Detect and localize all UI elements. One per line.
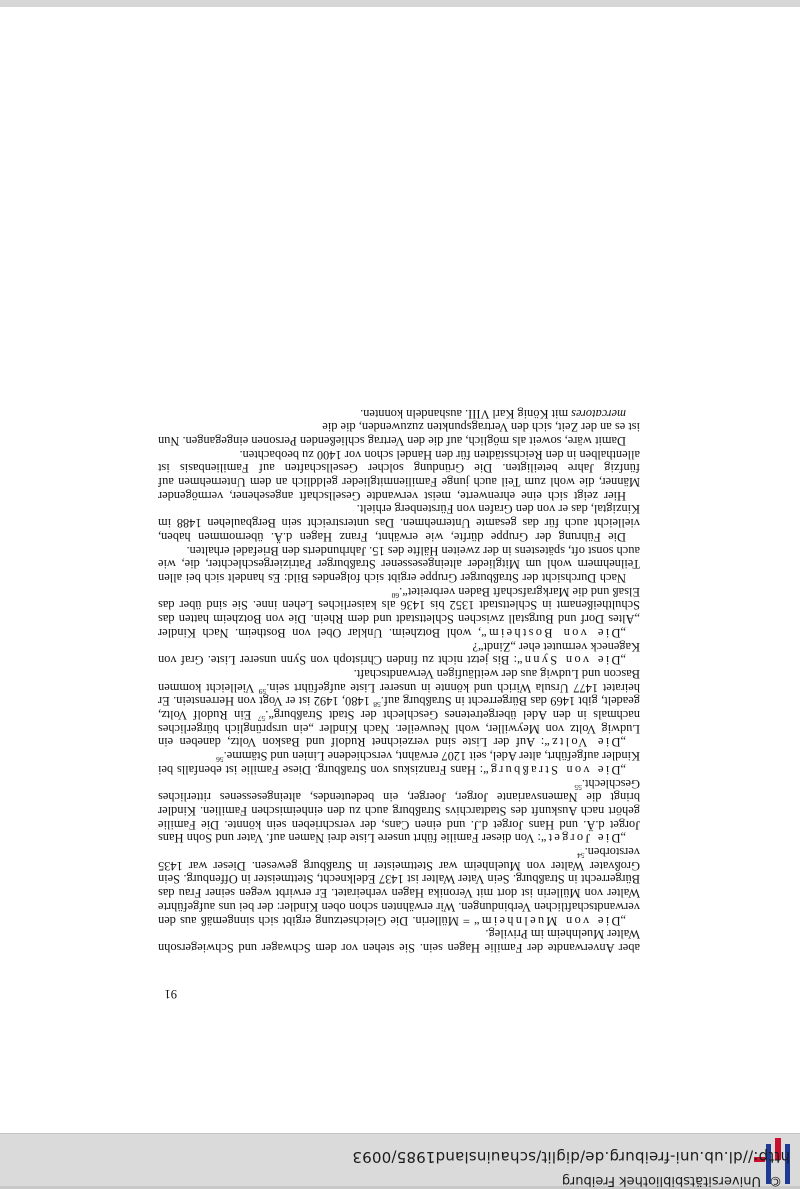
text-run: Vielleicht kommen Bascon und Ludwig aus der weitläufigen Verwandtschaft. — [158, 666, 640, 695]
text-run: Die von Straßburg — [488, 762, 621, 777]
viewer-header — [0, 1133, 800, 1189]
text-run: 1480, 1492 ist er Vogt von Herrenstein. Er heiratet 1477 Ursula Wirich und könnte in unserer Liste aufgeführt sein. — [158, 680, 640, 709]
paragraph — [158, 543, 640, 584]
footnote-ref[interactable]: 55 — [574, 782, 582, 792]
text-run: mit König Karl VIII. aushandeln konnten. — [360, 406, 572, 421]
text-run: „ — [620, 735, 626, 750]
copyright-icon: © — [769, 1173, 782, 1188]
text-run: Damit wäre, soweit als möglich, auf die den Vertrag schließenden Personen eingegangen. Nun ist es an der Zeit, sich den Vertragspunkten zuzuwenden, die die — [158, 420, 640, 448]
footnote-ref[interactable]: 56 — [216, 755, 224, 765]
document-url[interactable]: http://dl.ub.uni-freiburg.de/diglit/schauinsland1985/0093 — [352, 1148, 790, 1166]
text-run: Die Jorget — [546, 831, 621, 846]
text-run: “: Auf der Liste sind verzeichnet Rudolf und Baskon Voltz, daneben ein Ludwig Voltz von Meywiller, wohl Neuweiler. Nach Kindler „ein ursprünglich bürgerliches nachmals in den Adel übergetretenes Geschlecht der Stadt Straßburg“. — [158, 708, 640, 750]
text-run: „ — [620, 913, 626, 928]
copyright-notice — [190, 1173, 790, 1188]
footnote-ref[interactable]: 58 — [373, 700, 381, 710]
paragraph — [158, 502, 640, 543]
paragraph — [158, 927, 640, 954]
text-run: „ — [620, 831, 626, 846]
text-run: Die von Muelnheim — [479, 913, 621, 928]
text-run: “ = Müllerin. Die Gleichsetzung ergibt sich sinngemäß aus den verwandtschaftlichen Verbindungen. Wir erwähnten schon oben Kindler: der bei uns aufgeführte Walter von Müllerin ist dort mit Veronika Hagen verheiratet. Er erwirbt wegen seiner Frau das Bürgerrecht in Straßburg. Sein Vater Walter ist 1437 Edelknecht, Stettmeister in Offenburg. Sein Großvater Walter von Muelnheim war Stettmeister in Straßburg gewesen. Dieser war 1435 verstorben. — [158, 845, 640, 928]
paragraph — [158, 584, 640, 639]
paragraph — [158, 776, 640, 845]
text-run: mercatores — [571, 406, 626, 421]
text-run: Ein Rudolf Voltz, geadelt, gibt 1469 das Bürgerrecht in Straßburg auf. — [158, 694, 640, 723]
body-text — [158, 406, 640, 954]
paragraph — [158, 666, 640, 748]
paragraph — [158, 406, 640, 420]
paragraph — [158, 420, 640, 447]
paragraph — [158, 844, 640, 926]
paragraph — [158, 639, 640, 666]
paragraph — [158, 748, 640, 775]
text-run: “: Von dieser Familie führt unsere Liste drei Namen auf. Vater und Sohn Hans Jorget d.Ä. und Hans Jorget d.J. und einen Cans, der verschrieben sein könnte. Die Familie gehört nach Auskunft des Stadtarchivs Straßburg auch zu den einheimischen Familien. Kindler bringt die Namensvariante Jorger, Joerger, ein bedeutendes, alteingesessenes ritterliches Geschlecht. — [158, 776, 640, 846]
text-run: Hier zeigt sich eine ehrenwerte, meist verwandte Gesellschaft angesehener, vermögender Männer, die wohl zum Teil auch junge Familienmitglieder gelddlich an dem Unternehmen auf fünfzig Jahre beteiligten. Die Gründung solcher Gesellschaften auf Familienbasis ist allenthalben in den Reichsstädten für den Handel schon vor 1400 zu beobachten. — [158, 447, 640, 503]
text-run: Die Führung der Gruppe dürfte, wie erwähnt, Franz Hagen d.Ä. übernommen haben, vielleicht auch für das gesamte Unternehmen. Das unterstreicht sein Bergbaulehen 1488 im Kinzigtal, das er von den Grafen von Fürstenberg erhielt. — [158, 502, 640, 544]
text-run: Die Voltz — [549, 735, 621, 750]
text-run: Nach Durchsicht der Straßburger Gruppe ergibt sich folgendes Bild: Es handelt sich bei allen Teilnehmern wohl um Mitglieder alteingesessener Straßburger Patriziergeschlechter, die, wie auch sonst oft, spätestens in der zweiten Hälfte des 15. Jahrhunderts den Briefadel erhalten. — [158, 543, 640, 586]
footnote-ref[interactable]: 57 — [257, 714, 266, 724]
text-run: Die von Bostheim — [486, 625, 621, 640]
text-run: „ — [620, 762, 626, 777]
footnote-ref[interactable]: 60 — [391, 590, 400, 600]
library-name: Universitätsbibliothek Freiburg — [561, 1173, 761, 1188]
footer-band — [0, 0, 800, 7]
text-run: aber Anverwandte der Familie Hagen sein. Sie stehen vor dem Schwager und Schwiegersohn Walter Muelnheim im Privileg. — [158, 927, 640, 955]
text-run: Die von Synn — [522, 653, 621, 668]
paragraph — [158, 447, 640, 502]
footnote-ref[interactable]: 59 — [258, 686, 267, 696]
text-run: “: Hans Franziskus von Straßburg. Diese Familie ist ebenfalls bei Kindler aufgeführt, alter Adel, seit 1207 erwähnt, verschiedene Linien und Stämme. — [157, 749, 640, 777]
footnote-ref[interactable]: 54 — [577, 851, 585, 861]
page-number: 91 — [164, 987, 177, 1001]
text-run: “, wohl Botzheim. Unklar Obel von Bostheim. Nach Kindler „Altes Dorf und Burgstall zwischen Schlettstadt und dem Rhein. Die von Botzheim hatten das Schultheißenamt in Schlettstadt 1352 bis 1436 als kaiserliches Lehen inne. Sie sind über das Elsaß und die Markgrafschaft Baden verbreitet“. — [158, 584, 640, 640]
text-run: “: Bis jetzt nicht zu finden Christoph von Synn unserer Liste. Graf von Kageneck vermutet eher „Zindt“? — [158, 639, 640, 668]
text-run: „ — [620, 653, 626, 668]
text-run: „ — [620, 625, 626, 640]
